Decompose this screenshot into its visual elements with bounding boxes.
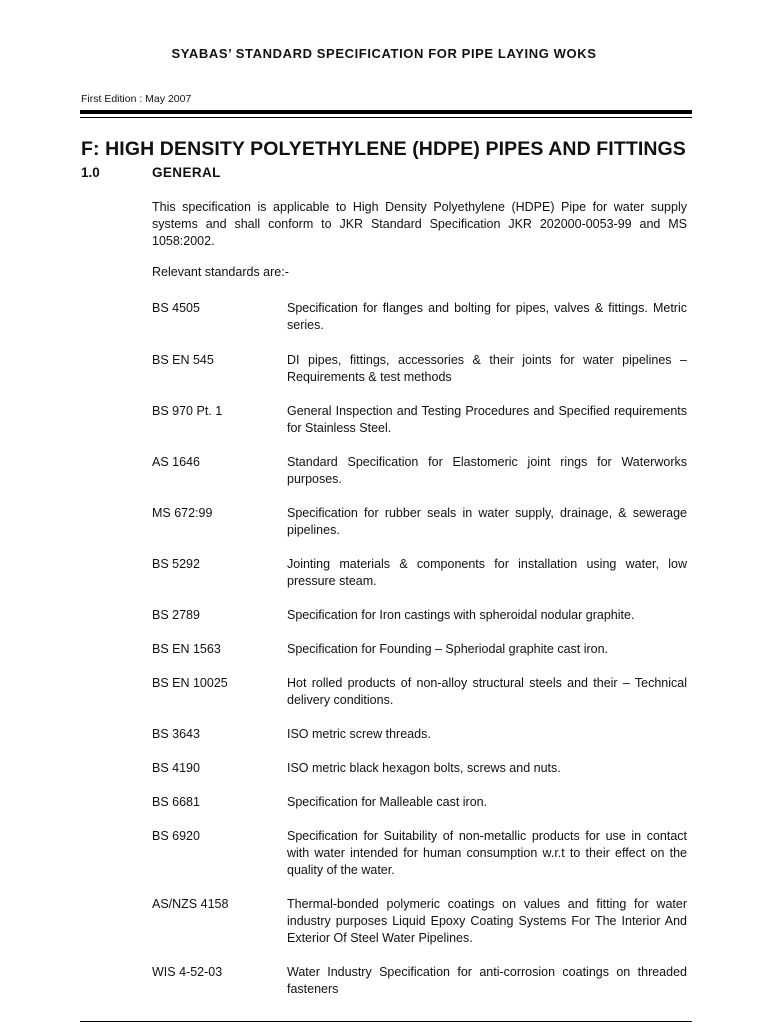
page-header-title: SYABAS’ STANDARD SPECIFICATION FOR PIPE LAYING WOKS bbox=[171, 46, 597, 61]
standard-code: BS EN 10025 bbox=[152, 676, 228, 690]
standard-description: General Inspection and Testing Procedures and Specified requirements for Stainless Steel. bbox=[287, 404, 687, 435]
footer-rule bbox=[80, 1021, 692, 1022]
standard-code: BS EN 545 bbox=[152, 353, 214, 367]
relevant-standards-label: Relevant standards are:- bbox=[152, 265, 289, 279]
standard-code: BS 6920 bbox=[152, 829, 200, 843]
standard-code: AS 1646 bbox=[152, 455, 200, 469]
standard-description: ISO metric screw threads. bbox=[287, 727, 431, 741]
standard-description: ISO metric black hexagon bolts, screws and nuts. bbox=[287, 761, 561, 775]
standard-description: DI pipes, fittings, accessories & their joints for water pipelines – Requirements & test methods bbox=[287, 353, 687, 384]
section-title: GENERAL bbox=[152, 165, 221, 180]
standard-code: BS 970 Pt. 1 bbox=[152, 404, 223, 418]
standard-code: BS EN 1563 bbox=[152, 642, 221, 656]
intro-paragraph: This specification is applicable to High Density Polyethylene (HDPE) Pipe for water supply systems and shall conform to JKR Standard Specification JKR 202000-0053-99 and MS 1058:2002. bbox=[152, 200, 687, 248]
standard-description: Specification for Malleable cast iron. bbox=[287, 795, 488, 809]
standard-code: BS 4190 bbox=[152, 761, 200, 775]
standard-code: BS 4505 bbox=[152, 301, 200, 315]
section-number: 1.0 bbox=[81, 165, 100, 180]
standard-code: BS 2789 bbox=[152, 608, 200, 622]
standard-description: Specification for Founding – Spheriodal graphite cast iron. bbox=[287, 642, 609, 656]
header-rule-thin bbox=[80, 117, 692, 118]
standard-code: BS 3643 bbox=[152, 727, 200, 741]
standard-description: Specification for flanges and bolting for pipes, valves & fittings. Metric series. bbox=[287, 301, 687, 332]
edition-label: First Edition : May 2007 bbox=[81, 93, 192, 105]
standard-description: Jointing materials & components for installation using water, low pressure steam. bbox=[287, 557, 687, 588]
standard-description: Thermal-bonded polymeric coatings on values and fitting for water industry purposes Liquid Epoxy Coating Systems For The Interior And Exterior Of Steel Water Pipelines. bbox=[287, 897, 687, 945]
chapter-title: F: HIGH DENSITY POLYETHYLENE (HDPE) PIPES AND FITTINGS bbox=[81, 138, 686, 160]
standard-code: MS 672:99 bbox=[152, 506, 213, 520]
standard-code: BS 6681 bbox=[152, 795, 200, 809]
standard-description: Hot rolled products of non-alloy structural steels and their – Technical delivery conditions. bbox=[287, 676, 687, 707]
standard-description: Specification for rubber seals in water supply, drainage, & sewerage pipelines. bbox=[287, 506, 687, 537]
header-rule-thick bbox=[80, 110, 692, 114]
standard-description: Specification for Suitability of non-metallic products for use in contact with water intended for human consumption w.r.t to their effect on the quality of the water. bbox=[287, 829, 687, 877]
standard-code: AS/NZS 4158 bbox=[152, 897, 229, 911]
standard-description: Specification for Iron castings with spheroidal nodular graphite. bbox=[287, 608, 635, 622]
standard-code: BS 5292 bbox=[152, 557, 200, 571]
standard-description: Water Industry Specification for anti-corrosion coatings on threaded fasteners bbox=[287, 965, 687, 996]
standard-description: Standard Specification for Elastomeric joint rings for Waterworks purposes. bbox=[287, 455, 687, 486]
standard-code: WIS 4-52-03 bbox=[152, 965, 223, 979]
